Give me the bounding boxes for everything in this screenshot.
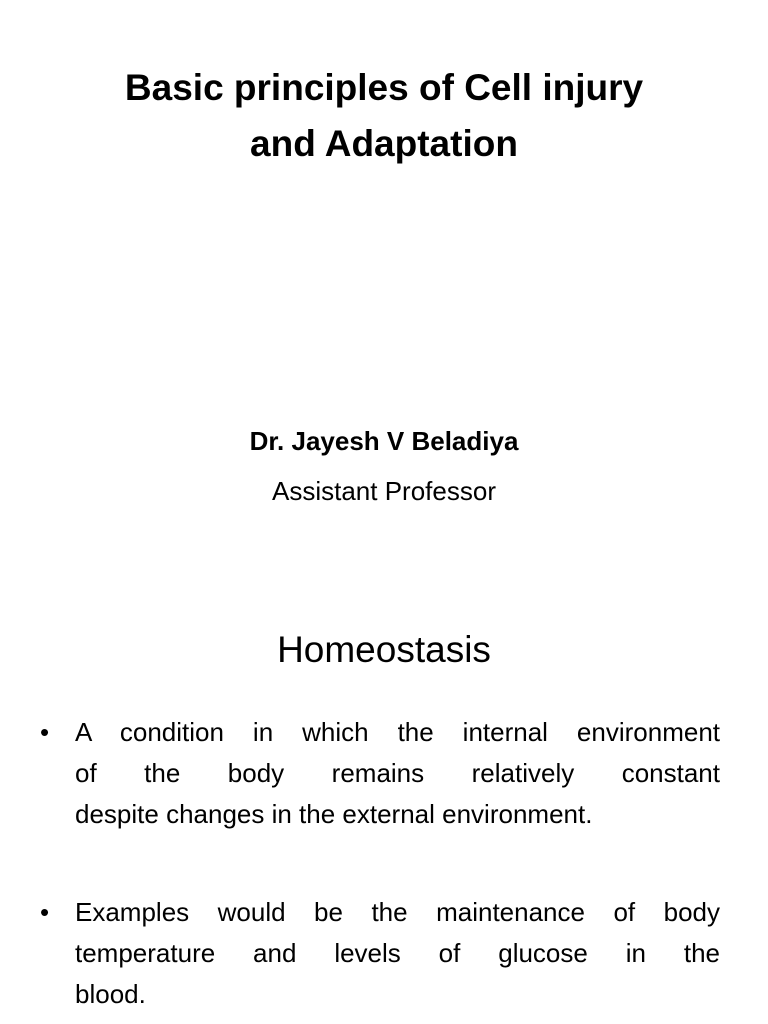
- author-name: Dr. Jayesh V Beladiya: [249, 426, 519, 456]
- bullet-item: [40, 892, 720, 1015]
- bullet-text-line: despite changes in the external environment.: [75, 799, 593, 829]
- bullet-item: [40, 712, 720, 835]
- author-role: Assistant Professor: [272, 476, 496, 506]
- bullet-point: •: [40, 717, 50, 747]
- homeostasis-slide: [0, 600, 768, 1024]
- bullet-text-line: A condition in which the internal environment: [75, 717, 720, 747]
- bullet-text-line: of the body remains relatively constant: [75, 758, 720, 788]
- bullet-text-line: temperature and levels of glucose in the: [75, 938, 720, 968]
- bullet-text-line: blood.: [75, 979, 146, 1009]
- section-title: Homeostasis: [277, 629, 491, 670]
- slide-title-line-1: Basic principles of Cell injury: [124, 67, 644, 108]
- slide-title-line-2: and Adaptation: [250, 123, 518, 164]
- bullet-text-line: Examples would be the maintenance of body: [75, 897, 720, 927]
- bullet-point: •: [40, 897, 50, 927]
